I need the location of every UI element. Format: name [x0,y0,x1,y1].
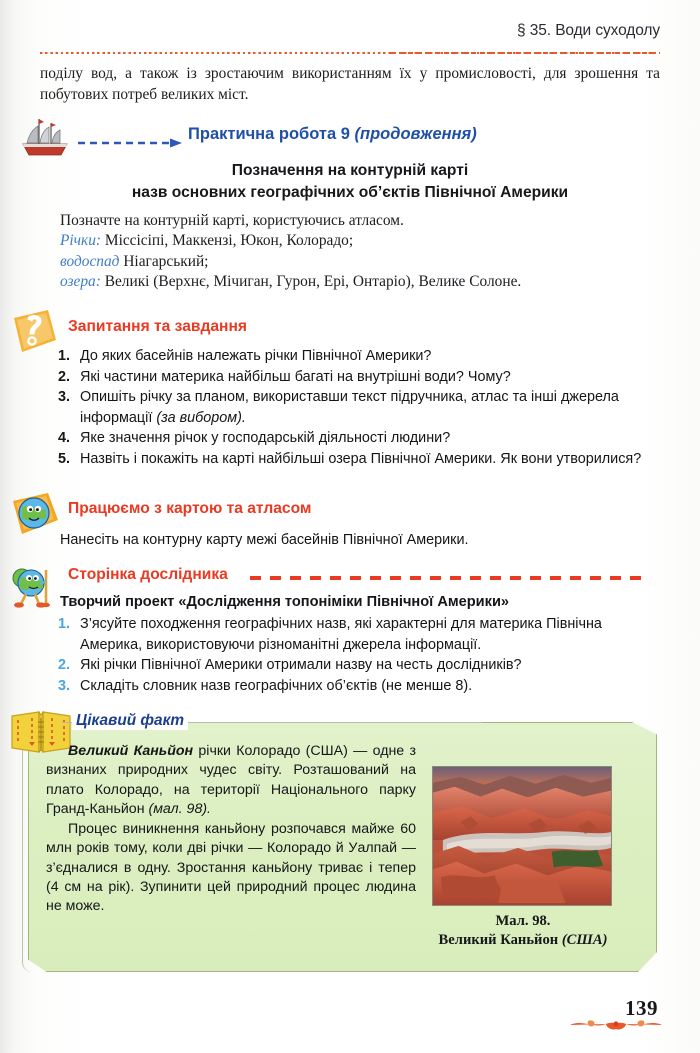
values-rivers: Міссісіпі, Маккензі, Юкон, Колорадо; [101,232,354,250]
page-ornament-icon [568,1017,664,1031]
list-item [58,655,658,676]
dashed-arrow-icon [78,138,184,148]
researcher-dashed-rule [250,576,650,580]
list-item [58,346,648,367]
page-number: 139 [625,996,658,1020]
fact-paragraph-2: Процес виникнення каньйону розпочався майже 60 млн років тому, коли дві річки — Колорадо й Уалпай — з’єдналися в одну. Зростання каньйону триває і тепер (4 см на рік). Зупинити цей природний процес людина не може. [46,821,416,915]
practical-work-label: Практична робота 9 [188,125,355,143]
list-number: 2. [58,657,71,674]
values-lakes: Великі (Верхнє, Мічиган, Гурон, Ері, Онтаріо), Велике Солоне. [100,273,522,291]
researcher-heading: Сторінка дослідника [68,566,228,583]
list-item [58,449,648,470]
practical-work-title [188,125,477,144]
category-rivers: Річки: [60,232,102,250]
question-mark-icon [8,306,60,358]
list-item [58,367,648,388]
figure-caption-country: (США) [561,932,608,948]
list-text: З’ясуйте походження географічних назв, які характерні для материка Північна Америка, використовуючи різноманітні джерела інформації. [80,616,602,653]
practical-work-instruction: Позначте на контурній карті, користуючись атласом. [60,212,404,229]
map-work-heading: Працюємо з картою та атласом [68,500,312,517]
figure-caption [418,912,628,950]
list-number: 1. [58,616,71,632]
list-text: Які річки Північної Америки отримали назву на честь дослідників? [80,657,522,674]
figure-caption-text [418,931,628,950]
researcher-subheading: Творчий проект «Дослідження топоніміки Північної Америки» [60,594,510,610]
list-text: Опишіть річку за планом, використавши текст підручника, атлас та інші джерела інформації [80,389,619,426]
practical-work-header-row [40,125,660,156]
questions-heading: Запитання та завдання [68,318,247,335]
list-text: До яких басейнів належать річки Північної Америки? [80,348,432,364]
interesting-fact-heading: Цікавий факт [72,712,188,730]
practical-work-heading [40,160,660,204]
list-number: 3. [58,677,71,694]
figure-caption-name: Великий Каньйон [438,932,562,948]
category-waterfall: водоспад [60,252,120,270]
grand-canyon-photo-image [433,767,611,905]
figure-caption-number: Мал. 98. [495,913,551,929]
practical-work-continuation: (продовження) [354,125,477,143]
list-number: 2. [58,368,71,385]
researcher-list [58,614,658,696]
interesting-fact-text [46,742,416,918]
list-item [58,676,658,697]
practical-work-heading-line1: Позначення на контурній карті [231,162,469,179]
values-waterfall: Ніагарський; [119,252,209,270]
fact-figure-ref: (мал. 98). [148,800,211,817]
list-item [58,614,658,655]
practical-work-task [60,211,660,293]
intro-paragraph: поділу вод, а також із зростаючим використанням їх у промисловості, для зрошення та побутових потреб великих міст. [40,65,660,103]
practical-work-heading-line2: назв основних географічних об’єктів Північної Америки [131,184,569,201]
fact-term: Великий Каньйон [68,743,194,759]
section-title: § 35. Води суходолу [517,22,660,39]
list-number: 3. [58,389,71,406]
list-text: Які частини материка найбільш багаті на внутрішні води? Чому? [80,368,511,385]
category-lakes: озера: [60,273,101,291]
page-header [40,22,660,48]
list-text-italic: (за вибором). [156,409,246,426]
interesting-fact-left-tab [22,722,34,972]
list-text: Яке значення річок у господарській діяльності людини? [80,430,451,447]
list-number: 4. [58,430,71,447]
practical-work-item-waterfall [60,252,660,272]
list-item [58,387,648,428]
list-number: 5. [58,450,71,467]
fact-paragraph-1-body: річки Колорадо (США) — одне з визнаних природних чудес світу. Розташований на плато Колорадо, на території Національного парку Гранд-Каньйон [46,743,416,817]
practical-work-item-lakes [60,272,660,292]
list-number: 1. [58,348,71,364]
fact-paragraph-1 [46,742,416,819]
map-work-text: Нанесіть на контурну карту межі басейнів Північної Америки. [60,532,469,548]
questions-list [58,346,648,470]
globe-face-icon [8,488,62,540]
list-item [58,428,648,449]
practical-work-item-rivers [60,231,660,251]
list-text: Назвіть і покажіть на карті найбільші озера Північної Америки. Як вони утворилися? [80,450,642,467]
header-rule-dashed [390,52,660,54]
list-text: Складіть словник назв географічних об’єктів (не менше 8). [80,677,473,694]
walking-globe-icon [4,556,62,614]
sailing-ship-icon [17,115,73,159]
grand-canyon-photo [432,766,612,906]
